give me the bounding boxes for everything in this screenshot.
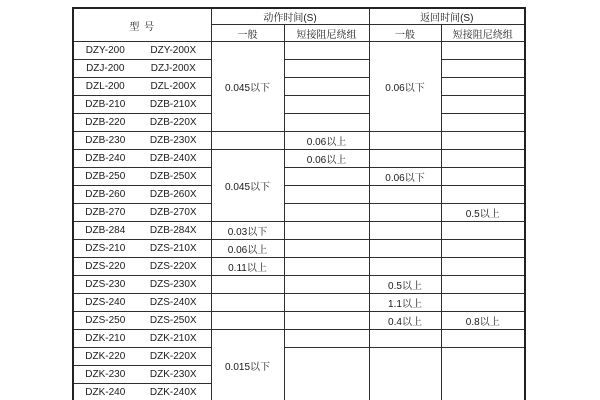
action-general-cell bbox=[211, 132, 284, 150]
table-row bbox=[73, 312, 525, 330]
model-cell bbox=[73, 366, 211, 384]
return-general-cell bbox=[369, 132, 441, 150]
model-name-x: DZJ-200X bbox=[150, 63, 196, 74]
action-damping-cell bbox=[284, 258, 369, 276]
model-name: DZB-270 bbox=[85, 207, 126, 218]
model-cell bbox=[73, 258, 211, 276]
action-damping-cell bbox=[284, 96, 369, 114]
action-general-cell: 0.045以下 bbox=[211, 42, 284, 132]
action-general-cell bbox=[211, 294, 284, 312]
model-cell bbox=[73, 150, 211, 168]
action-damping-cell bbox=[284, 222, 369, 240]
model-name-x: DZK-240X bbox=[149, 387, 197, 398]
model-name: DZK-240 bbox=[85, 387, 126, 398]
model-name: DZS-220 bbox=[85, 261, 126, 272]
model-name: DZB-284 bbox=[85, 225, 126, 236]
model-name: DZB-210 bbox=[85, 99, 126, 110]
return-damping-cell bbox=[441, 96, 525, 114]
return-general-cell: 0.06以下 bbox=[369, 42, 441, 132]
model-name: DZB-240 bbox=[85, 153, 126, 164]
model-name: DZJ-200 bbox=[86, 63, 125, 74]
action-time-group-header: 动作时间(S) bbox=[211, 8, 369, 25]
return-general-cell bbox=[369, 258, 441, 276]
action-damping-cell bbox=[284, 42, 369, 60]
model-name: DZB-250 bbox=[85, 171, 126, 182]
model-name: DZS-250 bbox=[85, 315, 126, 326]
model-name-x: DZB-240X bbox=[149, 153, 197, 164]
action-damping-cell bbox=[284, 330, 369, 348]
return-time-group-header: 返回时间(S) bbox=[369, 8, 525, 25]
return-damping-cell bbox=[441, 330, 525, 348]
return-general-cell bbox=[369, 348, 441, 400]
model-cell bbox=[73, 204, 211, 222]
model-name-x: DZK-210X bbox=[149, 333, 197, 344]
return-damping-cell bbox=[441, 276, 525, 294]
return-damping-subheader: 短接阻尼绕组 bbox=[441, 25, 525, 42]
model-name: DZB-220 bbox=[85, 117, 126, 128]
action-general-cell: 0.06以上 bbox=[211, 240, 284, 258]
action-damping-cell: 0.06以上 bbox=[284, 132, 369, 150]
model-cell bbox=[73, 276, 211, 294]
model-name: DZK-230 bbox=[85, 369, 126, 380]
table-row bbox=[73, 96, 525, 114]
model-name: DZY-200 bbox=[85, 45, 125, 56]
return-damping-cell bbox=[441, 42, 525, 60]
model-cell bbox=[73, 294, 211, 312]
model-name-x: DZS-210X bbox=[149, 243, 197, 254]
model-name-x: DZB-210X bbox=[149, 99, 197, 110]
model-name: DZK-220 bbox=[85, 351, 126, 362]
return-general-cell bbox=[369, 240, 441, 258]
return-damping-cell bbox=[441, 186, 525, 204]
action-general-cell: 0.015以下 bbox=[211, 330, 284, 400]
action-damping-cell bbox=[284, 312, 369, 330]
model-name-x: DZK-220X bbox=[149, 351, 197, 362]
action-damping-cell bbox=[284, 168, 369, 186]
model-name-x: DZY-200X bbox=[150, 45, 197, 56]
model-cell bbox=[73, 186, 211, 204]
model-cell bbox=[73, 330, 211, 348]
table-row bbox=[73, 204, 525, 222]
table-row bbox=[73, 222, 525, 240]
model-name-x: DZS-230X bbox=[149, 279, 197, 290]
return-damping-cell bbox=[441, 78, 525, 96]
model-name-x: DZS-220X bbox=[149, 261, 197, 272]
return-damping-cell bbox=[441, 294, 525, 312]
return-general-cell bbox=[369, 150, 441, 168]
return-damping-cell bbox=[441, 168, 525, 186]
model-name-x: DZB-260X bbox=[149, 189, 197, 200]
action-damping-cell: 0.06以上 bbox=[284, 150, 369, 168]
model-name: DZB-230 bbox=[85, 135, 126, 146]
model-cell bbox=[73, 60, 211, 78]
model-cell bbox=[73, 114, 211, 132]
action-damping-cell bbox=[284, 240, 369, 258]
action-damping-cell bbox=[284, 114, 369, 132]
spec-table bbox=[72, 7, 526, 400]
action-general-cell: 0.045以下 bbox=[211, 150, 284, 222]
model-cell bbox=[73, 132, 211, 150]
action-damping-cell bbox=[284, 186, 369, 204]
action-damping-cell bbox=[284, 276, 369, 294]
action-general-subheader: 一般 bbox=[211, 25, 284, 42]
return-damping-cell bbox=[441, 150, 525, 168]
model-name: DZB-260 bbox=[85, 189, 126, 200]
model-name-x: DZB-230X bbox=[149, 135, 197, 146]
action-general-cell: 0.03以下 bbox=[211, 222, 284, 240]
return-general-subheader: 一般 bbox=[369, 25, 441, 42]
action-damping-cell bbox=[284, 60, 369, 78]
model-name: DZL-200 bbox=[85, 81, 125, 92]
table-row bbox=[73, 42, 525, 60]
return-damping-cell: 0.8以上 bbox=[441, 312, 525, 330]
table-row bbox=[73, 150, 525, 168]
action-general-cell: 0.11以上 bbox=[211, 258, 284, 276]
return-general-cell: 0.5以上 bbox=[369, 276, 441, 294]
table-row bbox=[73, 114, 525, 132]
return-general-cell: 1.1以上 bbox=[369, 294, 441, 312]
table-row bbox=[73, 168, 525, 186]
action-damping-cell bbox=[284, 294, 369, 312]
action-damping-subheader: 短接阻尼绕组 bbox=[284, 25, 369, 42]
model-name: DZK-210 bbox=[85, 333, 126, 344]
return-general-cell: 0.06以下 bbox=[369, 168, 441, 186]
model-cell bbox=[73, 42, 211, 60]
return-damping-cell bbox=[441, 240, 525, 258]
model-name-x: DZB-250X bbox=[149, 171, 197, 182]
table-row bbox=[73, 78, 525, 96]
model-column-header: 型 号 bbox=[73, 8, 211, 42]
header-row-groups bbox=[73, 8, 525, 25]
table-row bbox=[73, 348, 525, 366]
model-name-x: DZB-270X bbox=[149, 207, 197, 218]
table-row bbox=[73, 240, 525, 258]
model-name-x: DZL-200X bbox=[150, 81, 197, 92]
action-damping-cell bbox=[284, 78, 369, 96]
table-row bbox=[73, 276, 525, 294]
model-cell bbox=[73, 222, 211, 240]
return-damping-cell bbox=[441, 222, 525, 240]
table-row bbox=[73, 132, 525, 150]
action-damping-cell bbox=[284, 204, 369, 222]
return-general-cell: 0.4以上 bbox=[369, 312, 441, 330]
action-general-cell bbox=[211, 312, 284, 330]
return-general-cell bbox=[369, 204, 441, 222]
model-name-x: DZB-284X bbox=[149, 225, 197, 236]
return-damping-cell bbox=[441, 114, 525, 132]
return-damping-cell bbox=[441, 60, 525, 78]
table-row bbox=[73, 330, 525, 348]
return-damping-cell bbox=[441, 348, 525, 400]
model-cell bbox=[73, 384, 211, 400]
model-name: DZS-240 bbox=[85, 297, 126, 308]
table-row bbox=[73, 294, 525, 312]
model-name: DZS-230 bbox=[85, 279, 126, 290]
model-cell bbox=[73, 240, 211, 258]
model-cell bbox=[73, 312, 211, 330]
return-damping-cell: 0.5以上 bbox=[441, 204, 525, 222]
return-general-cell bbox=[369, 186, 441, 204]
model-name-x: DZK-230X bbox=[149, 369, 197, 380]
action-general-cell bbox=[211, 276, 284, 294]
model-name-x: DZS-240X bbox=[149, 297, 197, 308]
model-name: DZS-210 bbox=[85, 243, 126, 254]
action-damping-cell bbox=[284, 348, 369, 400]
table-row bbox=[73, 186, 525, 204]
table-row bbox=[73, 60, 525, 78]
return-general-cell bbox=[369, 222, 441, 240]
model-cell bbox=[73, 96, 211, 114]
return-general-cell bbox=[369, 330, 441, 348]
model-cell bbox=[73, 168, 211, 186]
model-cell bbox=[73, 348, 211, 366]
model-name-x: DZS-250X bbox=[149, 315, 197, 326]
model-name-x: DZB-220X bbox=[149, 117, 197, 128]
table-row bbox=[73, 258, 525, 276]
model-cell bbox=[73, 78, 211, 96]
return-damping-cell bbox=[441, 132, 525, 150]
return-damping-cell bbox=[441, 258, 525, 276]
